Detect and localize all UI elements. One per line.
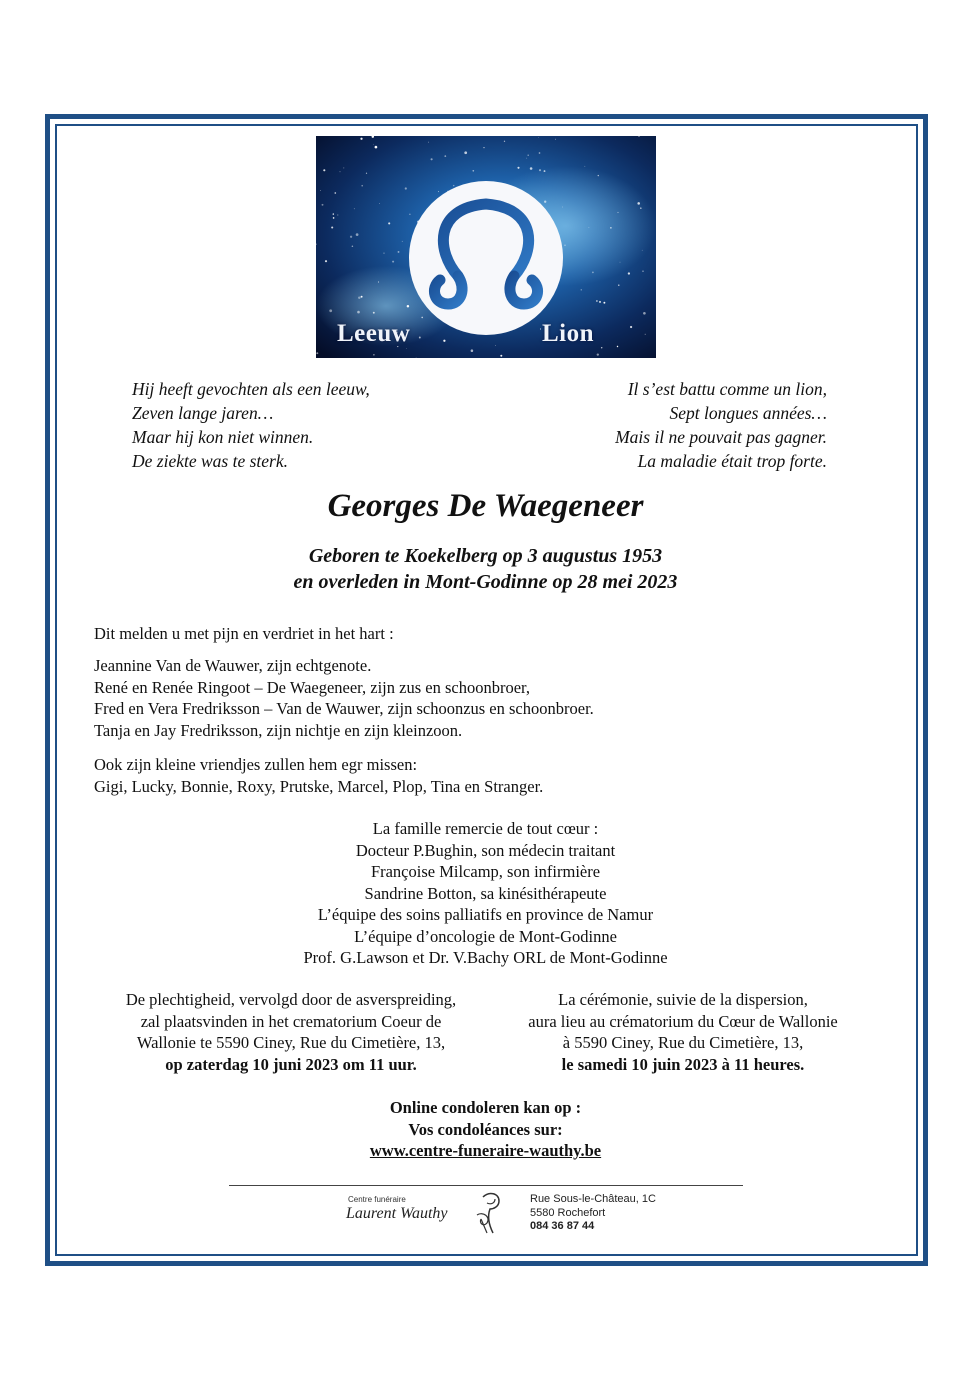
star <box>539 169 541 171</box>
star <box>316 352 318 354</box>
poem-line: Maar hij kon niet winnen. <box>132 427 314 447</box>
poem-line: Il s’est battu comme un lion, <box>627 379 827 399</box>
footer-divider <box>229 1185 743 1186</box>
star <box>527 154 528 155</box>
thanks-line: L’équipe des soins palliatifs en province de Namur <box>317 905 654 924</box>
ceremony-date: le samedi 10 juin 2023 à 11 heures. <box>561 1054 805 1074</box>
online-line-french: Vos condoléances sur: <box>408 1119 563 1139</box>
star <box>421 317 423 319</box>
star <box>599 301 601 303</box>
star <box>601 347 602 348</box>
poem-line: Hij heeft gevochten als een leeuw, <box>132 379 370 399</box>
star <box>589 227 590 228</box>
star <box>617 346 618 347</box>
star <box>361 185 363 187</box>
star <box>320 190 321 191</box>
star <box>539 152 541 154</box>
logo-small-text: Centre funéraire <box>348 1195 406 1204</box>
star <box>388 222 390 224</box>
star <box>343 167 344 168</box>
star <box>375 146 378 149</box>
star <box>495 345 496 346</box>
star <box>383 252 384 253</box>
star <box>464 151 467 154</box>
star <box>373 354 375 356</box>
thanks-list <box>0 818 971 969</box>
star <box>443 340 445 342</box>
ceremony-line: De plechtigheid, vervolgd door de asverspreiding, <box>125 990 457 1009</box>
star <box>517 167 519 169</box>
ceremony-date: op zaterdag 10 juni 2023 om 11 uur. <box>165 1054 417 1074</box>
star <box>596 300 598 302</box>
pets-line: Gigi, Lucky, Bonnie, Roxy, Prutske, Marcel, Plop, Tina en Stranger. <box>94 776 544 796</box>
thanks-line: L’équipe d’oncologie de Mont-Godinne <box>354 926 617 946</box>
family-member: René en Renée Ringoot – De Waegeneer, zijn zus en schoonbroer, <box>94 677 530 697</box>
family-member: Jeannine Van de Wauwer, zijn echtgenote. <box>94 656 372 675</box>
star <box>431 158 433 160</box>
star <box>392 261 394 263</box>
ceremony-line: La cérémonie, suivie de la dispersion, <box>558 990 808 1009</box>
star <box>603 302 605 304</box>
thanks-line: La famille remercie de tout cœur : <box>372 819 599 838</box>
star <box>544 201 546 203</box>
star <box>564 245 565 246</box>
thanks-line: Docteur P.Bughin, son médecin traitant <box>355 840 616 860</box>
star <box>333 213 334 214</box>
star <box>642 271 643 272</box>
star <box>628 272 630 274</box>
thanks-line: Prof. G.Lawson et Dr. V.Bachy ORL de Mont-Godinne <box>303 948 668 967</box>
star <box>640 207 642 209</box>
star <box>323 169 325 171</box>
star <box>610 227 611 228</box>
poem-line: De ziekte was te sterk. <box>132 451 288 471</box>
star <box>373 144 374 145</box>
birth-line: Geboren te Koekelberg op 3 augustus 1953 <box>308 545 663 567</box>
deceased-name: Georges De Waegeneer <box>327 488 644 524</box>
pets-line: Ook zijn kleine vriendjes zullen hem egr missen: <box>94 755 418 774</box>
star <box>350 236 352 238</box>
star <box>329 309 332 312</box>
star <box>322 204 324 206</box>
star <box>637 202 640 205</box>
star <box>331 226 333 228</box>
ceremony-line: Wallonie te 5590 Ciney, Rue du Cimetière, 13, <box>136 1033 446 1052</box>
birth-death-dates <box>0 543 971 595</box>
star <box>334 192 336 194</box>
poem-line: La maladie était trop forte. <box>637 451 827 471</box>
star <box>472 170 474 172</box>
woman-with-flower-icon <box>473 1189 505 1235</box>
star <box>358 296 360 298</box>
sign-label-dutch: Leeuw <box>337 320 411 347</box>
star <box>453 185 454 186</box>
poem-line: Sept longues années… <box>669 403 827 423</box>
online-line-dutch: Online condoleren kan op : <box>389 1098 582 1117</box>
star <box>526 158 527 159</box>
star <box>379 203 380 204</box>
star <box>428 142 429 143</box>
address-street: Rue Sous-le-Château, 1C <box>530 1193 656 1205</box>
logo-script-text: Laurent Wauthy <box>346 1205 448 1222</box>
star <box>373 312 375 314</box>
star <box>538 137 539 138</box>
ceremony-line: à 5590 Ciney, Rue du Cimetière, 13, <box>562 1033 804 1052</box>
star <box>544 170 546 172</box>
family-member: Tanja en Jay Fredriksson, zijn nichtje en zijn kleinzoon. <box>94 720 463 740</box>
ceremony-french <box>473 989 893 1075</box>
star <box>356 233 359 236</box>
death-line: en overleden in Mont-Godinne op 28 mei 2023 <box>293 571 678 593</box>
star <box>416 357 417 358</box>
star <box>540 328 541 329</box>
star <box>402 241 403 242</box>
star <box>592 272 594 274</box>
star <box>406 348 407 349</box>
poem-dutch <box>132 377 370 473</box>
star <box>325 260 327 262</box>
star <box>340 171 341 172</box>
star <box>504 141 505 142</box>
poem-line: Zeven lange jaren… <box>132 403 274 423</box>
star <box>333 217 335 219</box>
star <box>618 285 619 286</box>
star <box>630 326 632 328</box>
star <box>407 305 409 307</box>
star <box>419 337 421 339</box>
star <box>366 173 367 174</box>
funeral-home-logo <box>343 1192 513 1236</box>
address-city: 5580 Rochefort <box>530 1206 606 1219</box>
star <box>620 262 621 263</box>
star <box>555 139 556 140</box>
star <box>500 355 502 357</box>
pets-paragraph <box>94 754 543 797</box>
star <box>409 214 410 215</box>
phone-number: 084 36 87 44 <box>530 1220 595 1232</box>
ceremony-line: aura lieu au crématorium du Cœur de Wallonie <box>528 1011 838 1031</box>
ceremony-line: zal plaatsvinden in het crematorium Coeur de <box>140 1011 442 1031</box>
star <box>597 353 599 355</box>
star <box>645 334 646 335</box>
star <box>398 251 400 253</box>
family-list <box>94 655 594 741</box>
thanks-line: Sandrine Botton, sa kinésithérapeute <box>364 883 607 903</box>
condolence-link[interactable]: www.centre-funeraire-wauthy.be <box>369 1141 602 1160</box>
star <box>357 311 360 314</box>
poem-french <box>615 377 827 473</box>
star <box>354 208 355 209</box>
star <box>483 147 484 148</box>
star <box>337 214 338 215</box>
star <box>598 175 599 176</box>
thanks-line: Françoise Milcamp, son infirmière <box>370 862 601 881</box>
poem-line: Mais il ne pouvait pas gagner. <box>615 427 827 447</box>
star <box>444 155 446 157</box>
sign-label-french: Lion <box>542 320 595 347</box>
online-condolences <box>0 1097 971 1162</box>
star <box>471 349 474 352</box>
star <box>378 281 379 282</box>
star <box>360 138 362 140</box>
star <box>405 187 407 189</box>
star <box>438 191 439 192</box>
family-member: Fred en Vera Fredriksson – Van de Wauwer, zijn schoonzus en schoonbroer. <box>94 699 594 718</box>
funeral-home-address <box>530 1193 656 1234</box>
ceremony-dutch <box>81 989 501 1075</box>
star <box>584 166 585 167</box>
star <box>352 245 354 247</box>
star <box>562 207 563 208</box>
star <box>361 296 363 298</box>
star <box>643 312 646 315</box>
announcement-intro: Dit melden u met pijn en verdriet in het hart : <box>94 624 394 643</box>
star <box>642 250 643 251</box>
star <box>530 167 533 170</box>
star <box>617 212 618 213</box>
star <box>581 289 582 290</box>
